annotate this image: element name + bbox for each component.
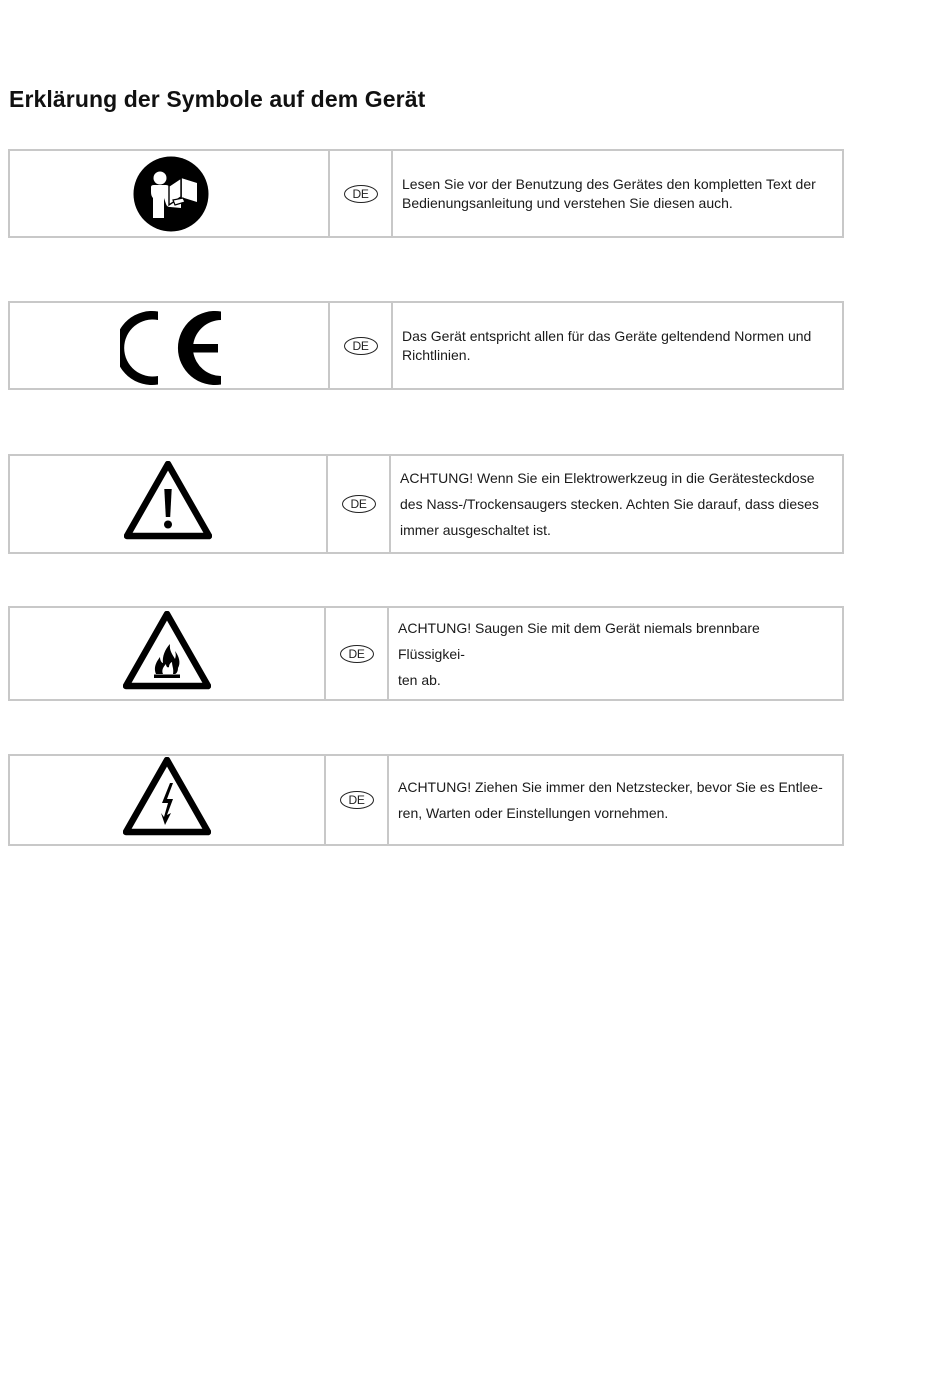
warning-exclamation-icon (124, 461, 212, 540)
symbol-cell (10, 151, 330, 236)
description-line: ACHTUNG! Saugen Sie mit dem Gerät niemals brennbare Flüssigkei- (398, 619, 760, 662)
symbol-row-electric-shock-warning (8, 754, 844, 846)
language-cell (328, 456, 391, 552)
language-badge: DE (340, 791, 374, 809)
symbol-cell (10, 456, 328, 552)
language-badge: DE (340, 645, 374, 663)
description-line: ren, Warten oder Einstellungen vornehmen. (398, 805, 669, 821)
description-line: Richtlinien. (402, 346, 471, 363)
language-cell (330, 303, 393, 388)
symbol-row-flammable-warning (8, 606, 844, 701)
description-cell (389, 756, 842, 844)
description-line: ACHTUNG! Wenn Sie ein Elektrowerkzeug in die Gerätesteckdose (400, 470, 815, 486)
description-cell (393, 151, 842, 236)
language-badge: DE (342, 495, 376, 513)
description-cell (393, 303, 842, 388)
page-title: Erklärung der Symbole auf dem Gerät (9, 86, 426, 112)
description-cell (389, 608, 842, 699)
flammable-warning-icon (123, 611, 211, 690)
language-badge: DE (344, 337, 378, 355)
symbol-cell (10, 303, 330, 388)
language-cell (326, 608, 389, 699)
language-badge: DE (344, 185, 378, 203)
description-line: immer ausgeschaltet ist. (400, 522, 551, 538)
description-text (398, 615, 828, 693)
description-line: Bedienungsanleitung und verstehen Sie diesen auch. (402, 194, 733, 211)
symbol-cell (10, 608, 326, 699)
description-line: ten ab. (398, 671, 441, 688)
description-text (400, 465, 819, 543)
language-cell (326, 756, 389, 844)
ce-mark-icon (120, 310, 224, 386)
description-line: Das Gerät entspricht allen für das Geräte geltendend Normen und (402, 327, 812, 344)
read-manual-icon (133, 156, 209, 232)
symbol-row-read-manual (8, 149, 844, 238)
electric-shock-warning-icon (123, 757, 211, 836)
description-line: des Nass-/Trockensaugers stecken. Achten Sie darauf, dass dieses (400, 496, 819, 512)
symbol-row-ce-mark (8, 301, 844, 390)
symbol-row-general-warning (8, 454, 844, 554)
language-cell (330, 151, 393, 236)
description-text (402, 175, 816, 213)
description-text (402, 327, 811, 365)
description-line: ACHTUNG! Ziehen Sie immer den Netzstecker, bevor Sie es Entlee- (398, 779, 823, 795)
description-text (398, 774, 823, 826)
symbol-cell (10, 756, 326, 844)
description-cell (391, 456, 842, 552)
description-line: Lesen Sie vor der Benutzung des Gerätes den kompletten Text der (402, 175, 816, 192)
